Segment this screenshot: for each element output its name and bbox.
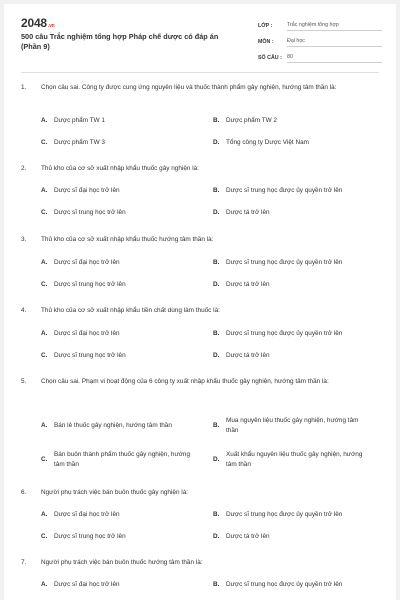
answer-text: Dược tá trở lên bbox=[226, 209, 270, 216]
answer-text: Dược sĩ trung học được ủy quyền trở lên bbox=[226, 259, 343, 266]
answer-letter: D. bbox=[213, 352, 220, 359]
answer-text: Dược sĩ trung học trở lên bbox=[54, 209, 126, 216]
logo-tld: .vn bbox=[47, 23, 55, 29]
answer-letter: D. bbox=[213, 139, 220, 146]
question-number: 4. bbox=[21, 307, 27, 314]
answer-letter: D. bbox=[213, 533, 220, 540]
question-number: 2. bbox=[21, 165, 27, 172]
document-page bbox=[4, 4, 396, 600]
answer-text: Dược sĩ đại học trở lên bbox=[54, 581, 120, 588]
answer-text: Tổng công ty Dược Việt Nam bbox=[226, 139, 309, 146]
question-number: 1. bbox=[21, 84, 27, 91]
answer-text: Dược phẩm TW 3 bbox=[54, 139, 105, 146]
answer-text: Dược sĩ đại học trở lên bbox=[54, 187, 120, 194]
answer-text: Dược phẩm TW 1 bbox=[54, 117, 105, 124]
answer-letter: B. bbox=[213, 117, 220, 124]
answer-text: Dược tá trở lên bbox=[226, 352, 270, 359]
answer-text: Dược sĩ đại học trở lên bbox=[54, 511, 120, 518]
answer-text: Dược sĩ đại học trở lên bbox=[54, 330, 120, 337]
meta-label: SỐ CÂU : bbox=[258, 55, 282, 61]
question-text: Chọn câu sai. Công ty được cung ứng nguyên liệu và thuốc thành phẩm gây nghiện, hướng tâm thần là: bbox=[41, 84, 337, 91]
answer-text: Bán lẻ thuốc gây nghiện, hướng tâm thần bbox=[54, 422, 172, 429]
question-text: Thủ kho của cơ sở xuất nhập khẩu tiền chất dùng làm thuốc là: bbox=[41, 307, 220, 314]
answer-text: Dược sĩ trung học trở lên bbox=[54, 533, 126, 540]
logo-text: 2048 bbox=[21, 16, 47, 30]
answer-text: Dược sĩ trung học được ủy quyền trở lên bbox=[226, 330, 343, 337]
meta-value: 80 bbox=[287, 54, 382, 63]
question-text: Người phụ trách việc bán buôn thuốc gây nghiện là: bbox=[41, 489, 189, 496]
answer-letter: B. bbox=[213, 581, 220, 588]
answer-letter: A. bbox=[41, 117, 48, 124]
answer-letter: C. bbox=[41, 456, 48, 463]
answer-text: Dược sĩ trung học được ủy quyền trở lên bbox=[226, 511, 343, 518]
answer-letter: B. bbox=[213, 259, 220, 266]
answer-text: Mua nguyên liệu thuốc gây nghiện, hướng tâm thần bbox=[226, 417, 359, 434]
answer-text: Dược sĩ trung học trở lên bbox=[54, 281, 126, 288]
question-number: 3. bbox=[21, 236, 27, 243]
answer-letter: B. bbox=[213, 187, 220, 194]
meta-row-subject bbox=[258, 33, 382, 47]
question-text: Thủ kho của cơ sở xuất nhập khẩu thuốc hướng tâm thần là: bbox=[41, 236, 214, 243]
answer-letter: A. bbox=[41, 511, 48, 518]
answer-text: Dược sĩ trung học trở lên bbox=[54, 352, 126, 359]
answer-letter: A. bbox=[41, 330, 48, 337]
site-logo[interactable] bbox=[21, 16, 55, 30]
answer-letter: D. bbox=[213, 456, 220, 463]
meta-row-count bbox=[258, 49, 382, 63]
answer-text: Bán buôn thành phẩm thuốc gây nghiện, hướng tâm thần bbox=[54, 451, 191, 468]
answer-letter: C. bbox=[41, 281, 48, 288]
answer-text: Dược phẩm TW 2 bbox=[226, 117, 277, 124]
answer-text: Dược tá trở lên bbox=[226, 533, 270, 540]
answer-text: Xuất khẩu nguyên liệu thuốc gây nghiện, hướng tâm thần bbox=[226, 451, 363, 468]
question-text: Chọn câu sai. Phạm vi hoạt động của 6 công ty xuất nhập khẩu thuốc gây nghiện, hướng tâm thần là: bbox=[41, 378, 329, 385]
question-text: Thủ kho của cơ sở xuất nhập khẩu thuốc gây nghiện là: bbox=[41, 165, 199, 172]
answer-letter: A. bbox=[41, 422, 48, 429]
answer-text: Dược sĩ trung học được ủy quyền trở lên bbox=[226, 581, 343, 588]
answer-letter: C. bbox=[41, 352, 48, 359]
document-header bbox=[4, 4, 396, 61]
document-meta bbox=[258, 17, 382, 65]
answer-letter: B. bbox=[213, 330, 220, 337]
header-divider bbox=[21, 72, 379, 73]
answer-letter: A. bbox=[41, 187, 48, 194]
answer-text: Dược sĩ trung học được ủy quyền trở lên bbox=[226, 187, 343, 194]
answer-letter: D. bbox=[213, 281, 220, 288]
question-number: 7. bbox=[21, 559, 27, 566]
answer-letter: C. bbox=[41, 209, 48, 216]
question-text: Người phụ trách việc bán buôn thuốc hướng tâm thần là: bbox=[41, 559, 203, 566]
question-number: 5. bbox=[21, 378, 27, 385]
answer-text: Dược sĩ đại học trở lên bbox=[54, 259, 120, 266]
meta-row-class bbox=[258, 17, 382, 31]
answer-letter: B. bbox=[213, 422, 220, 429]
meta-label: LỚP : bbox=[258, 23, 273, 29]
answer-text: Dược tá trở lên bbox=[226, 281, 270, 288]
answer-letter: A. bbox=[41, 581, 48, 588]
answer-letter: A. bbox=[41, 259, 48, 266]
meta-value: Trắc nghiệm tổng hợp bbox=[287, 22, 382, 31]
answer-letter: C. bbox=[41, 139, 48, 146]
answer-letter: C. bbox=[41, 533, 48, 540]
answer-letter: B. bbox=[213, 511, 220, 518]
meta-value: Đại học bbox=[287, 38, 382, 47]
document-title: 500 câu Trắc nghiệm tổng hợp Pháp chế dược có đáp án (Phần 9) bbox=[21, 32, 219, 51]
meta-label: MÔN : bbox=[258, 39, 274, 45]
question-number: 6. bbox=[21, 489, 27, 496]
answer-letter: D. bbox=[213, 209, 220, 216]
